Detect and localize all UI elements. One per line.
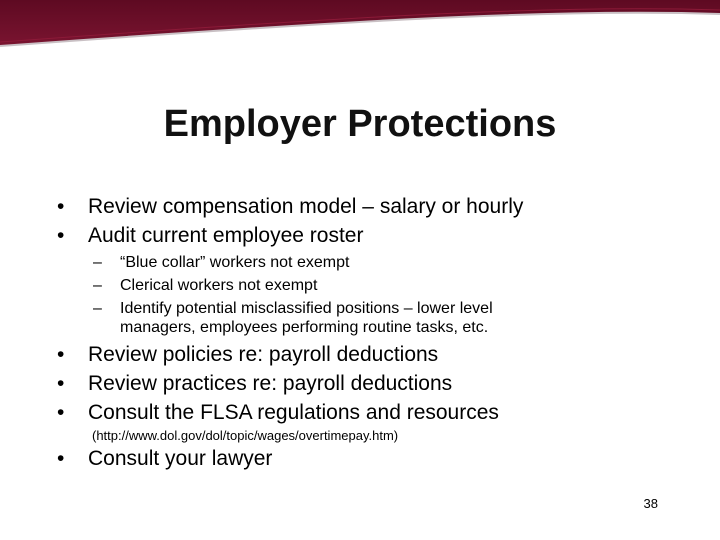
dash-mark: – — [93, 277, 102, 294]
bullet-mark: • — [57, 195, 65, 218]
sub-bullet-continuation — [120, 318, 488, 337]
sub-bullet-item — [93, 299, 493, 318]
bullet-item — [57, 447, 273, 471]
bullet-mark: • — [57, 343, 65, 366]
bullet-mark: • — [57, 372, 65, 395]
bullet-item — [57, 372, 453, 396]
bullet-text: Review compensation model – salary or hourly — [88, 195, 524, 218]
page-number: 38 — [643, 496, 658, 511]
bullet-mark: • — [57, 224, 65, 247]
sub-bullet-text: Identify potential misclassified positions – lower level — [120, 300, 493, 317]
bullet-item — [57, 224, 364, 248]
dash-mark: – — [93, 300, 102, 317]
dash-mark: – — [93, 254, 102, 271]
sub-bullet-item — [93, 276, 318, 295]
resource-link[interactable]: (http://www.dol.gov/dol/topic/wages/overtimepay.htm) — [92, 428, 399, 443]
bullet-text: Audit current employee roster — [88, 224, 364, 247]
bullet-text: Review policies re: payroll deductions — [88, 343, 439, 366]
bullet-text: Consult your lawyer — [88, 447, 273, 470]
bullet-item — [57, 195, 524, 219]
sub-bullet-item — [93, 253, 350, 272]
bullet-text: Review practices re: payroll deductions — [88, 372, 453, 395]
sub-bullet-text: “Blue collar” workers not exempt — [120, 254, 350, 271]
bullet-item — [57, 401, 499, 425]
slide-title: Employer Protections — [163, 103, 557, 145]
bullet-item — [57, 343, 439, 367]
bullet-mark: • — [57, 447, 65, 470]
sub-bullet-text: Clerical workers not exempt — [120, 277, 318, 294]
bullet-mark: • — [57, 401, 65, 424]
bullet-text: Consult the FLSA regulations and resources — [88, 401, 499, 424]
sub-bullet-text: managers, employees performing routine tasks, etc. — [120, 319, 489, 336]
